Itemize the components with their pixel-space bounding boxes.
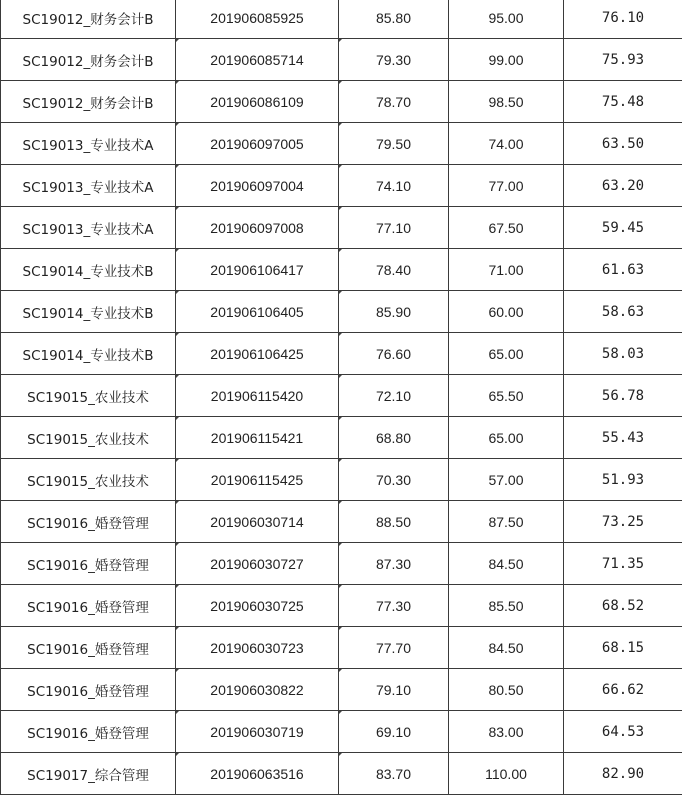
table-row — [1, 375, 682, 417]
table-row — [1, 501, 682, 543]
score-b-cell[interactable]: 77.00 — [449, 165, 564, 207]
score-a-cell[interactable]: 70.30 — [339, 459, 449, 501]
position-cell[interactable]: SC19013_专业技术A — [1, 123, 176, 165]
exam-id-cell[interactable]: 201906085714 — [176, 39, 339, 81]
score-b-cell[interactable]: 65.00 — [449, 333, 564, 375]
table-row — [1, 585, 682, 627]
score-a-cell[interactable]: 79.50 — [339, 123, 449, 165]
exam-id-cell[interactable]: 201906115425 — [176, 459, 339, 501]
position-cell[interactable]: SC19015_农业技术 — [1, 375, 176, 417]
total-score-cell[interactable]: 63.50 — [564, 123, 682, 165]
score-a-cell[interactable]: 76.60 — [339, 333, 449, 375]
score-b-cell[interactable]: 65.00 — [449, 417, 564, 459]
position-cell[interactable]: SC19013_专业技术A — [1, 207, 176, 249]
total-score-cell[interactable]: 58.03 — [564, 333, 682, 375]
position-cell[interactable]: SC19014_专业技术B — [1, 291, 176, 333]
score-a-cell[interactable]: 68.80 — [339, 417, 449, 459]
score-a-cell[interactable]: 79.10 — [339, 669, 449, 711]
position-cell[interactable]: SC19014_专业技术B — [1, 249, 176, 291]
exam-id-cell[interactable]: 201906115421 — [176, 417, 339, 459]
position-cell[interactable]: SC19016_婚登管理 — [1, 585, 176, 627]
score-b-cell[interactable]: 85.50 — [449, 585, 564, 627]
position-cell[interactable]: SC19012_财务会计B — [1, 39, 176, 81]
score-a-cell[interactable]: 85.90 — [339, 291, 449, 333]
total-score-cell[interactable]: 75.93 — [564, 39, 682, 81]
score-b-cell[interactable]: 98.50 — [449, 81, 564, 123]
table-row — [1, 249, 682, 291]
score-a-cell[interactable]: 78.40 — [339, 249, 449, 291]
total-score-cell[interactable]: 64.53 — [564, 711, 682, 753]
total-score-cell[interactable]: 75.48 — [564, 81, 682, 123]
score-a-cell[interactable]: 72.10 — [339, 375, 449, 417]
exam-id-cell[interactable]: 201906030727 — [176, 543, 339, 585]
score-b-cell[interactable]: 65.50 — [449, 375, 564, 417]
table-row — [1, 669, 682, 711]
score-a-cell[interactable]: 78.70 — [339, 81, 449, 123]
total-score-cell[interactable]: 59.45 — [564, 207, 682, 249]
position-cell[interactable]: SC19014_专业技术B — [1, 333, 176, 375]
table-row — [1, 459, 682, 501]
score-b-cell[interactable]: 84.50 — [449, 543, 564, 585]
position-cell[interactable]: SC19013_专业技术A — [1, 165, 176, 207]
exam-id-cell[interactable]: 201906030723 — [176, 627, 339, 669]
position-cell[interactable]: SC19012_财务会计B — [1, 0, 176, 39]
score-a-cell[interactable]: 85.80 — [339, 0, 449, 39]
exam-id-cell[interactable]: 201906030714 — [176, 501, 339, 543]
position-cell[interactable]: SC19016_婚登管理 — [1, 627, 176, 669]
score-b-cell[interactable]: 67.50 — [449, 207, 564, 249]
score-b-cell[interactable]: 95.00 — [449, 0, 564, 39]
score-a-cell[interactable]: 77.70 — [339, 627, 449, 669]
score-a-cell[interactable]: 77.10 — [339, 207, 449, 249]
exam-id-cell[interactable]: 201906106425 — [176, 333, 339, 375]
score-b-cell[interactable]: 57.00 — [449, 459, 564, 501]
total-score-cell[interactable]: 76.10 — [564, 0, 682, 39]
position-cell[interactable]: SC19016_婚登管理 — [1, 543, 176, 585]
position-cell[interactable]: SC19012_财务会计B — [1, 81, 176, 123]
exam-id-cell[interactable]: 201906030719 — [176, 711, 339, 753]
table-row — [1, 207, 682, 249]
score-b-cell[interactable]: 99.00 — [449, 39, 564, 81]
score-a-cell[interactable]: 88.50 — [339, 501, 449, 543]
exam-id-cell[interactable]: 201906097004 — [176, 165, 339, 207]
table-row — [1, 81, 682, 123]
score-a-cell[interactable]: 77.30 — [339, 585, 449, 627]
table-row — [1, 417, 682, 459]
exam-id-cell[interactable]: 201906030725 — [176, 585, 339, 627]
score-b-cell[interactable]: 87.50 — [449, 501, 564, 543]
total-score-cell[interactable]: 82.90 — [564, 753, 682, 795]
total-score-cell[interactable]: 71.35 — [564, 543, 682, 585]
table-row — [1, 39, 682, 81]
exam-id-cell[interactable]: 201906106405 — [176, 291, 339, 333]
table-row — [1, 543, 682, 585]
table-row — [1, 711, 682, 753]
exam-id-cell[interactable]: 201906106417 — [176, 249, 339, 291]
score-b-cell[interactable]: 71.00 — [449, 249, 564, 291]
score-a-cell[interactable]: 74.10 — [339, 165, 449, 207]
score-a-cell[interactable]: 83.70 — [339, 753, 449, 795]
exam-id-cell[interactable]: 201906085925 — [176, 0, 339, 39]
total-score-cell[interactable]: 68.52 — [564, 585, 682, 627]
exam-id-cell[interactable]: 201906115420 — [176, 375, 339, 417]
score-a-cell[interactable]: 69.10 — [339, 711, 449, 753]
position-cell[interactable]: SC19016_婚登管理 — [1, 501, 176, 543]
total-score-cell[interactable]: 51.93 — [564, 459, 682, 501]
total-score-cell[interactable]: 63.20 — [564, 165, 682, 207]
exam-id-cell[interactable]: 201906030822 — [176, 669, 339, 711]
table-row — [1, 753, 682, 795]
score-b-cell[interactable]: 60.00 — [449, 291, 564, 333]
exam-id-cell[interactable]: 201906097008 — [176, 207, 339, 249]
total-score-cell[interactable]: 58.63 — [564, 291, 682, 333]
total-score-cell[interactable]: 73.25 — [564, 501, 682, 543]
score-a-cell[interactable]: 87.30 — [339, 543, 449, 585]
total-score-cell[interactable]: 68.15 — [564, 627, 682, 669]
position-cell[interactable]: SC19017_综合管理 — [1, 753, 176, 795]
exam-id-cell[interactable]: 201906063516 — [176, 753, 339, 795]
table-row — [1, 0, 682, 39]
position-cell[interactable]: SC19015_农业技术 — [1, 417, 176, 459]
total-score-cell[interactable]: 61.63 — [564, 249, 682, 291]
score-b-cell[interactable]: 84.50 — [449, 627, 564, 669]
position-cell[interactable]: SC19015_农业技术 — [1, 459, 176, 501]
score-a-cell[interactable]: 79.30 — [339, 39, 449, 81]
score-b-cell[interactable]: 83.00 — [449, 711, 564, 753]
position-cell[interactable]: SC19016_婚登管理 — [1, 711, 176, 753]
table-row — [1, 291, 682, 333]
score-table-body — [1, 0, 682, 795]
table-row — [1, 333, 682, 375]
table-row — [1, 627, 682, 669]
table-row — [1, 123, 682, 165]
table-row — [1, 165, 682, 207]
total-score-cell[interactable]: 55.43 — [564, 417, 682, 459]
score-b-cell[interactable]: 74.00 — [449, 123, 564, 165]
score-b-cell[interactable]: 80.50 — [449, 669, 564, 711]
total-score-cell[interactable]: 66.62 — [564, 669, 682, 711]
position-cell[interactable]: SC19016_婚登管理 — [1, 669, 176, 711]
total-score-cell[interactable]: 56.78 — [564, 375, 682, 417]
exam-id-cell[interactable]: 201906097005 — [176, 123, 339, 165]
exam-id-cell[interactable]: 201906086109 — [176, 81, 339, 123]
score-b-cell[interactable]: 110.00 — [449, 753, 564, 795]
